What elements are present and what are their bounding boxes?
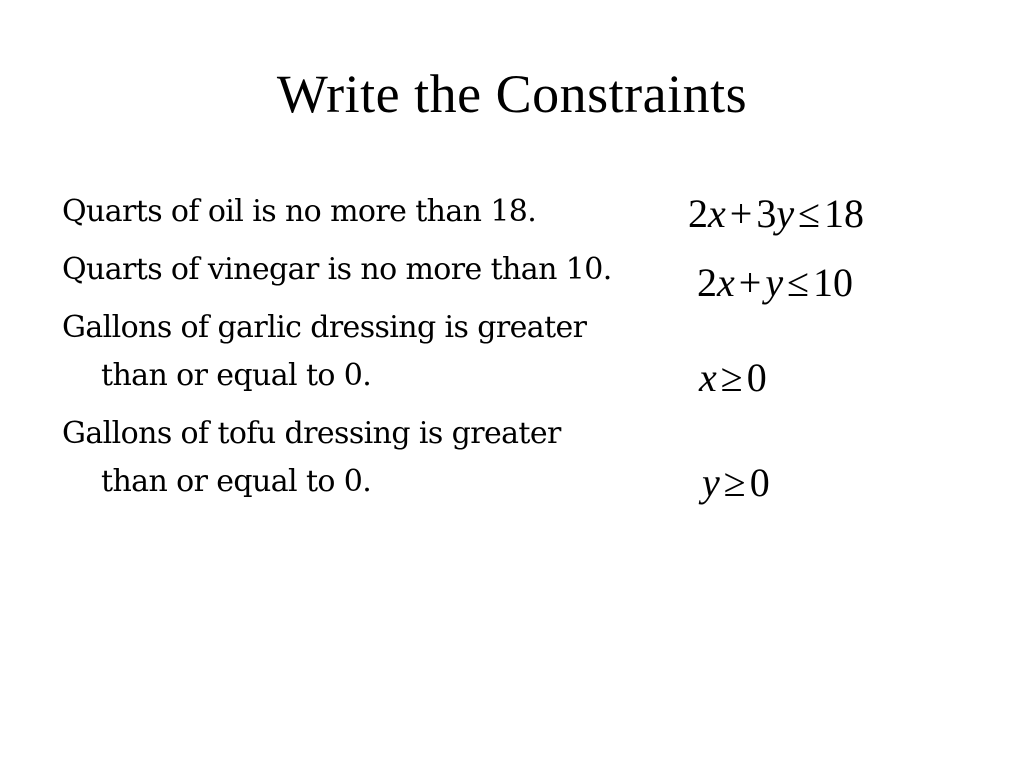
constraint-oil-text: Quarts of oil is no more than 18. [62,194,537,229]
constraint-vinegar-text: Quarts of vinegar is no more than 10. [62,252,612,287]
inequality-garlic [699,354,767,402]
right-hand-side: 0 [746,355,767,400]
coefficient: 2 [688,191,708,236]
right-hand-side: 18 [824,191,865,236]
relation-operator: ≤ [787,260,810,305]
right-hand-side: 10 [813,260,854,305]
coefficient: 3 [756,191,777,236]
variable-y: y [776,191,795,236]
relation-operator: ≥ [723,460,746,505]
inequality-tofu [702,459,770,507]
inequality-oil [688,190,864,238]
relation-operator: ≤ [798,191,821,236]
plus-operator: + [729,191,753,236]
slide-title: Write the Constraints [276,64,748,124]
constraint-descriptions [62,188,622,516]
variable-y: y [765,260,784,305]
constraint-garlic-text: Gallons of garlic dressing is greater than or equal to 0. [62,310,587,393]
variable-x: x [699,355,717,400]
right-hand-side: 0 [749,460,770,505]
variable-y: y [702,460,720,505]
variable-x: x [717,260,735,305]
inequality-vinegar [697,259,853,307]
relation-operator: ≥ [720,355,743,400]
plus-operator: + [738,260,762,305]
constraint-tofu-text: Gallons of tofu dressing is greater than or equal to 0. [62,416,561,499]
coefficient: 2 [697,260,717,305]
variable-x: x [708,191,726,236]
